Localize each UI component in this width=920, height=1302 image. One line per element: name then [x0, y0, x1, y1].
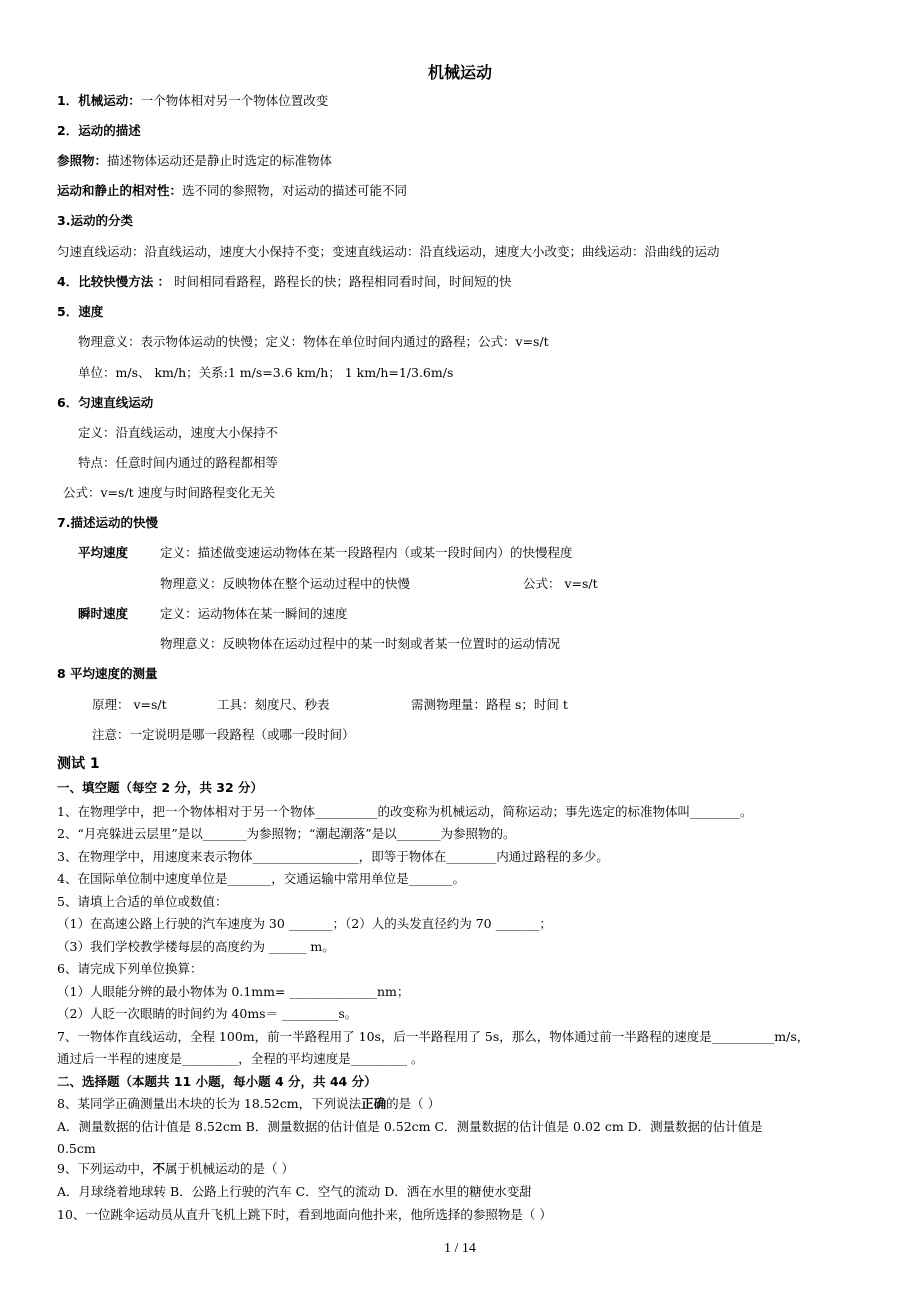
part-2-heading: 二、选择题（本题共 11 小题，每小题 4 分，共 44 分）: [57, 1074, 377, 1089]
section-2: [57, 123, 141, 139]
uniform-definition: 定义：沿直线运动，速度大小保持不: [78, 425, 279, 440]
section-3: [57, 213, 133, 229]
reference-object: [57, 153, 332, 169]
question-10: 10、一位跳伞运动员从直升飞机上跳下时，看到地面向他扑来，他所选择的参照物是（ ）: [57, 1207, 552, 1222]
section-4: [57, 274, 512, 290]
question-9: [57, 1161, 294, 1177]
measure-note: 注意：一定说明是哪一段路程（或哪一段时间）: [92, 727, 355, 742]
question-9-options: A．月球绕着地球转 B．公路上行驶的汽车 C．空气的流动 D．洒在水里的糖使水变甜: [57, 1184, 532, 1199]
question-6-part-2: （2）人眨一次眼睛的时间约为 40ms＝ _________s。: [57, 1006, 358, 1021]
section-heading: 2．运动的描述: [57, 123, 141, 138]
section-7: [57, 515, 158, 531]
page-number: 1 / 14: [444, 1241, 476, 1256]
question-5: 5、请填上合适的单位或数值：: [57, 894, 228, 909]
question-4: 4、在国际单位制中速度单位是_______，交通运输中常用单位是_______。: [57, 871, 465, 886]
question-6: 6、请完成下列单位换算：: [57, 961, 203, 976]
question-8-options-wrap: 0.5cm: [57, 1141, 96, 1156]
question-9-text: 9、下列运动中，: [57, 1161, 153, 1176]
section-heading: 7.描述运动的快慢: [57, 515, 158, 530]
section-3-text: 匀速直线运动：沿直线运动，速度大小保持不变；变速直线运动：沿直线运动，速度大小改变；曲线运动：沿曲线的运动: [57, 244, 720, 259]
average-speed-definition: 定义：描述做变速运动物体在某一段路程内（或某一段时间内）的快慢程度: [160, 545, 573, 560]
section-8: [57, 666, 158, 682]
question-8-options: A．测量数据的估计值是 8.52cm B．测量数据的估计值是 0.52cm C．测量数据的估计值是 0.02 cm D．测量数据的估计值是: [57, 1119, 763, 1134]
term-text: 描述物体运动还是静止时选定的标准物体: [107, 153, 333, 168]
speed-meaning: 物理意义：表示物体运动的快慢；定义：物体在单位时间内通过的路程；公式：v=s/t: [78, 334, 549, 349]
question-7-line-2: 通过后一半程的速度是_________，全程的平均速度是_________ 。: [57, 1051, 424, 1066]
question-3: 3、在物理学中，用速度来表示物体_________________，即等于物体在________内通过路程的多少。: [57, 849, 609, 864]
section-heading: 1．机械运动：: [57, 93, 141, 108]
measure-quantities: 需测物理量：路程 s；时间 t: [411, 697, 568, 712]
section-text: 时间相同看路程，路程长的快；路程相同看时间，时间短的快: [170, 274, 512, 289]
instant-speed-meaning: 物理意义：反映物体在运动过程中的某一时刻或者某一位置时的运动情况: [160, 636, 561, 651]
question-5-part-2: （3）我们学校教学楼每层的高度约为 ______ m。: [57, 939, 335, 954]
question-8-tail: 的是（ ）: [386, 1096, 441, 1111]
question-1: 1、在物理学中，把一个物体相对于另一个物体__________的改变称为机械运动，简称运动；事先选定的标准物体叫________。: [57, 804, 753, 819]
average-speed-formula: 公式： v=s/t: [523, 576, 598, 591]
question-8: [57, 1096, 440, 1112]
instant-speed-label: 瞬时速度: [78, 606, 129, 621]
uniform-feature: 特点：任意时间内通过的路程都相等: [78, 455, 279, 470]
measure-tools: 工具：刻度尺、秒表: [217, 697, 330, 712]
question-9-tail: 属于机械运动的是（ ）: [164, 1161, 294, 1176]
measure-principle: 原理： v=s/t: [92, 697, 167, 712]
page-title: 机械运动: [427, 63, 492, 82]
speed-units: 单位：m/s、 km/h；关系:1 m/s=3.6 km/h； 1 km/h=1/3.6m/s: [78, 365, 454, 380]
section-heading: 5．速度: [57, 304, 104, 319]
question-9-emphasis: 不: [152, 1161, 165, 1176]
instant-speed-definition: 定义：运动物体在某一瞬间的速度: [160, 606, 348, 621]
section-heading: 4．比较快慢方法 ：: [57, 274, 171, 289]
relativity: [57, 183, 407, 199]
section-1: [57, 93, 328, 109]
average-speed-meaning: 物理意义：反映物体在整个运动过程中的快慢: [160, 576, 411, 591]
part-1-heading: 一、填空题（每空 2 分，共 32 分）: [57, 780, 264, 795]
uniform-formula: 公式：v=s/t 速度与时间路程变化无关: [63, 485, 276, 500]
term-heading: 参照物：: [57, 153, 108, 168]
section-heading: 3.运动的分类: [57, 213, 133, 228]
section-heading: 8 平均速度的测量: [57, 666, 158, 681]
question-8-emphasis: 正确: [361, 1096, 387, 1111]
section-heading: 6．匀速直线运动: [57, 395, 154, 410]
average-speed-label: 平均速度: [78, 545, 129, 560]
term-heading: 运动和静止的相对性：: [57, 183, 183, 198]
term-text: 选不同的参照物，对运动的描述可能不同: [182, 183, 408, 198]
question-2: 2、“月亮躲进云层里”是以_______为参照物；“潮起潮落”是以_______为参照物的。: [57, 826, 516, 841]
test-title: 测试 1: [57, 756, 100, 772]
section-5: [57, 304, 103, 320]
section-text: 一个物体相对另一个物体位置改变: [140, 93, 329, 108]
question-8-text: 8、某同学正确测量出木块的长为 18.52cm，下列说法: [57, 1096, 362, 1111]
question-5-part-1: （1）在高速公路上行驶的汽车速度为 30 _______；（2）人的头发直径约为 70 _______；: [57, 916, 552, 931]
question-7-line-1: 7、一物体作直线运动，全程 100m，前一半路程用了 10s，后一半路程用了 5s，那么，物体通过前一半路程的速度是__________m/s，: [57, 1029, 810, 1044]
section-6: [57, 395, 153, 411]
question-6-part-1: （1）人眼能分辨的最小物体为 0.1mm= ______________nm；: [57, 984, 410, 999]
